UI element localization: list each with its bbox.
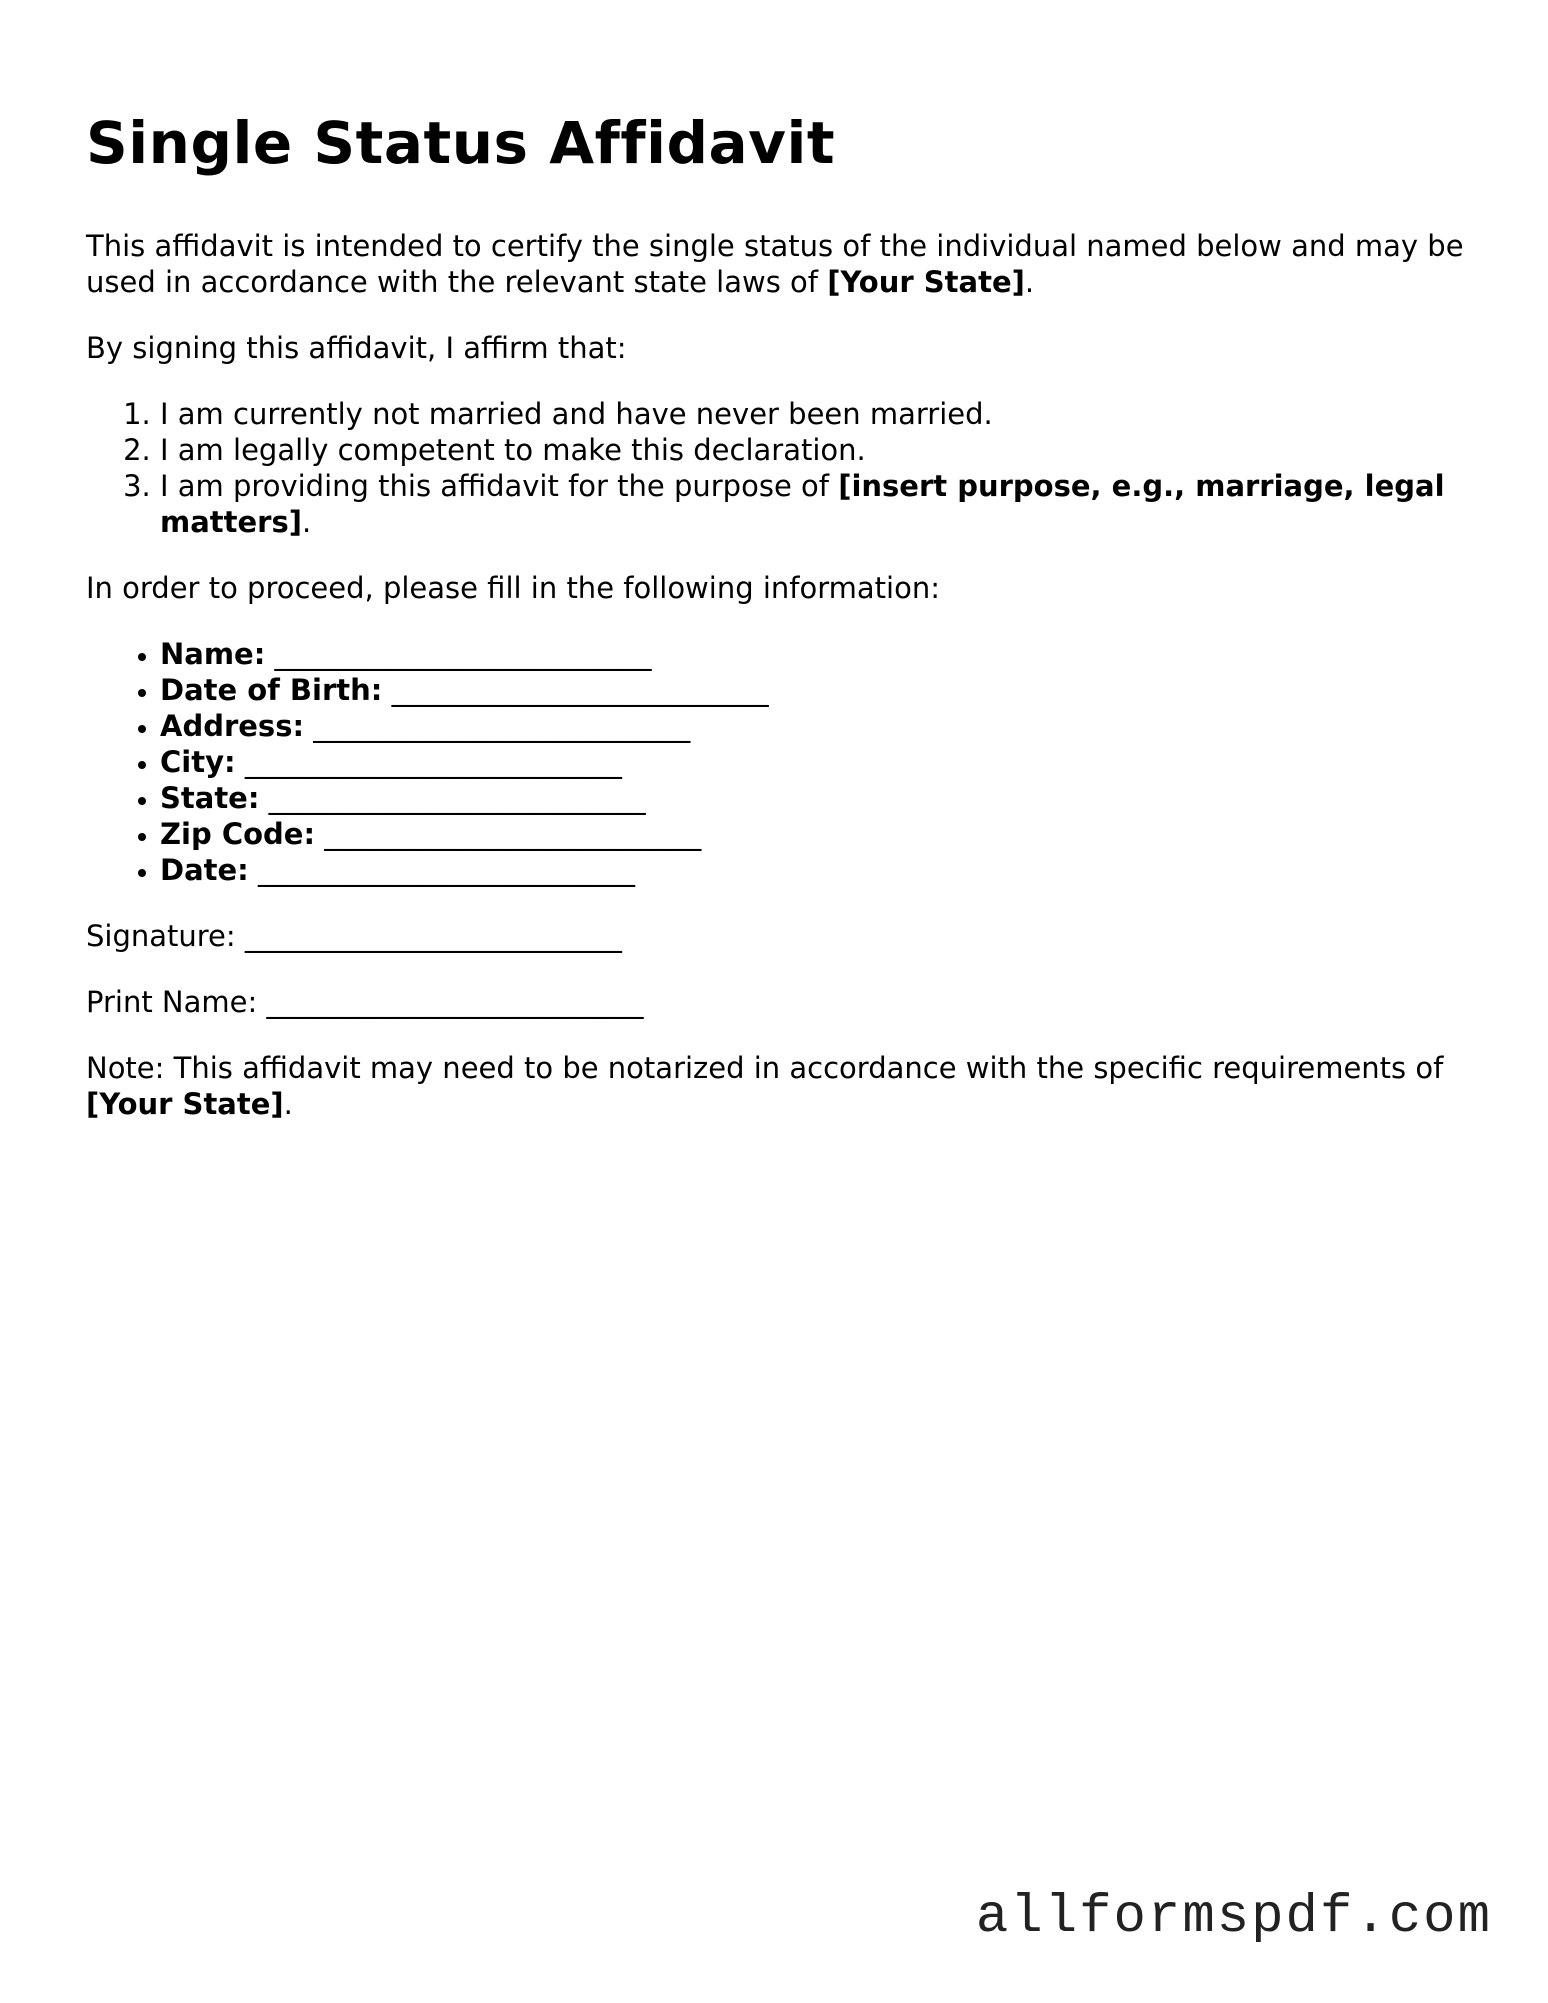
signature-label: Signature: — [86, 919, 236, 953]
purpose-placeholder: [insert purpose, e.g., marriage, legal matters] — [160, 469, 1445, 539]
affirmation-end: . — [302, 505, 312, 539]
field-date-of-birth — [160, 672, 1476, 708]
affirmation-item — [160, 468, 1476, 540]
info-field-list — [86, 636, 1476, 888]
affirmation-list — [86, 396, 1476, 540]
note-end: . — [283, 1087, 293, 1121]
intro-text: This affidavit is intended to certify the single status of the individual named below and may be used in accordance with the relevant state laws of — [86, 229, 1464, 299]
print-name-label: Print Name: — [86, 985, 258, 1019]
field-blank[interactable]: __________________________ — [274, 637, 652, 671]
intro-state-placeholder: [Your State] — [827, 265, 1025, 299]
field-name — [160, 636, 1476, 672]
field-label: Date: — [160, 853, 249, 887]
field-address — [160, 708, 1476, 744]
print-name-blank[interactable]: __________________________ — [266, 985, 644, 1019]
field-blank[interactable]: __________________________ — [391, 673, 769, 707]
signature-line — [86, 918, 1476, 954]
affirmation-item — [160, 396, 1476, 432]
affirmation-item — [160, 432, 1476, 468]
field-state — [160, 780, 1476, 816]
affirmation-text: I am currently not married and have never been married. — [160, 397, 993, 431]
affirmation-text: I am legally competent to make this declaration. — [160, 433, 866, 467]
field-label: Zip Code: — [160, 817, 316, 851]
field-label: Name: — [160, 637, 266, 671]
note-state-placeholder: [Your State] — [86, 1087, 284, 1121]
field-blank[interactable]: __________________________ — [324, 817, 702, 851]
signature-blank[interactable]: __________________________ — [244, 919, 622, 953]
fill-intro: In order to proceed, please fill in the following information: — [86, 571, 940, 605]
field-label: State: — [160, 781, 260, 815]
print-name-line — [86, 984, 1476, 1020]
field-date — [160, 852, 1476, 888]
affirm-intro: By signing this affidavit, I affirm that: — [86, 331, 627, 365]
watermark: allformspdf.com — [975, 1887, 1492, 1948]
field-blank[interactable]: __________________________ — [258, 853, 635, 887]
intro-end: . — [1024, 265, 1035, 299]
affirmation-text: I am providing this affidavit for the purpose of — [160, 469, 839, 503]
document-page — [86, 104, 1476, 1152]
field-label: Date of Birth: — [160, 673, 383, 707]
note-text: Note: This affidavit may need to be notarized in accordance with the specific requirements of — [86, 1051, 1444, 1085]
note-paragraph — [86, 1050, 1476, 1122]
field-label: City: — [160, 745, 236, 779]
field-blank[interactable]: __________________________ — [313, 709, 691, 743]
field-blank[interactable]: __________________________ — [268, 781, 646, 815]
field-city — [160, 744, 1476, 780]
field-zip-code — [160, 816, 1476, 852]
field-blank[interactable]: __________________________ — [244, 745, 622, 779]
intro-paragraph — [86, 228, 1476, 300]
field-label: Address: — [160, 709, 305, 743]
page-title: Single Status Affidavit — [86, 109, 836, 177]
